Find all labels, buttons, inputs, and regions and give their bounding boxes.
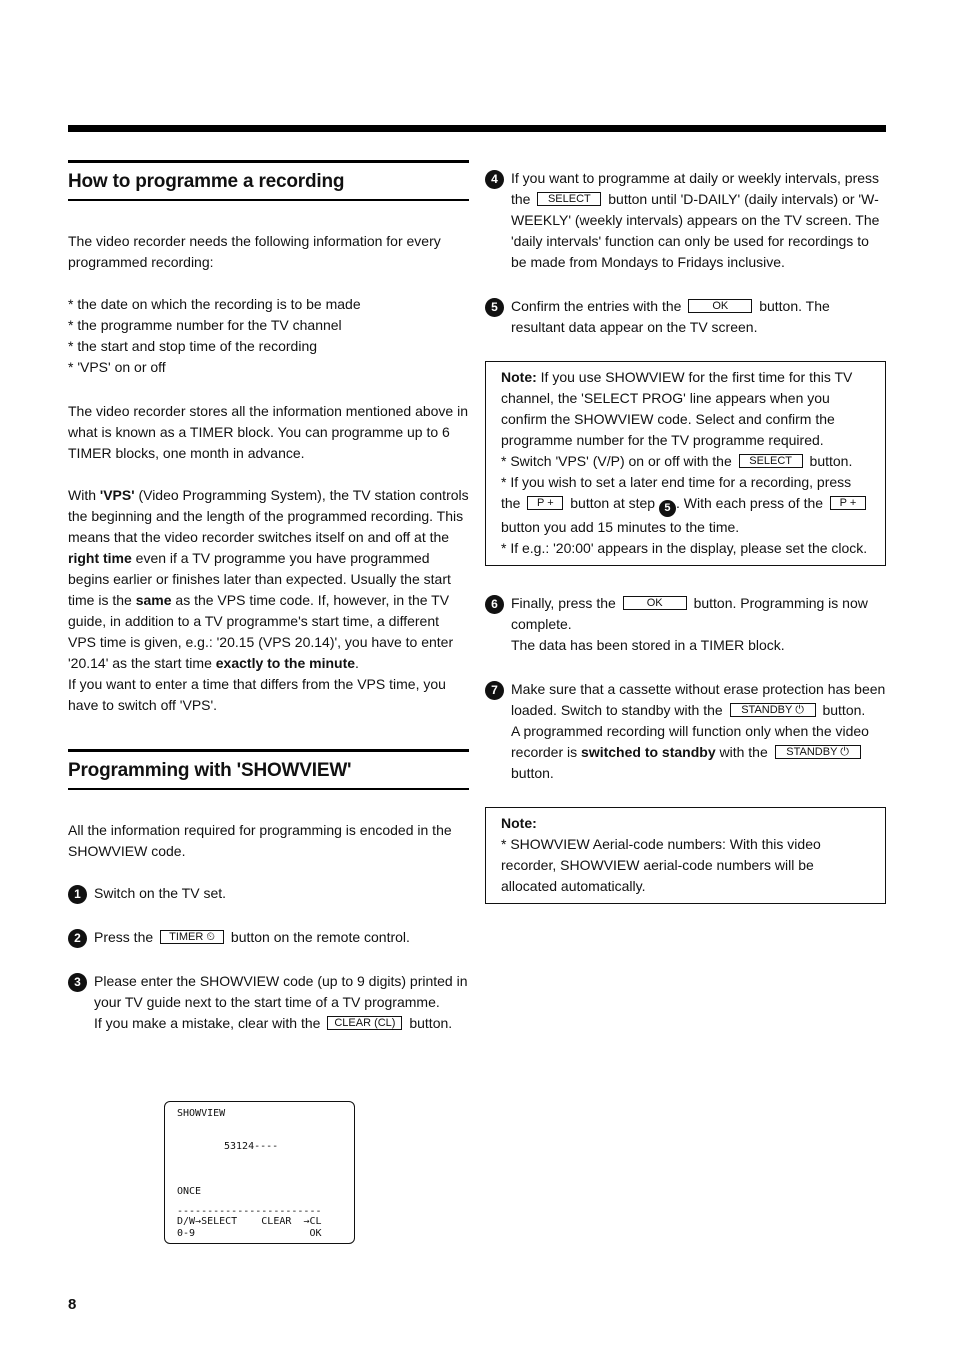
step-4: 4 If you want to programme at daily or weekly intervals, press the SELECT button until 'D-DAILY' (daily intervals) or 'W-WEEKLY' (weekly intervals) appears on the TV screen. The 'daily intervals' function can only be used for recordings to be made from Mondays to Fridays inclusive. <box>485 168 886 273</box>
osd-divider: ------------------------ <box>177 1206 322 1217</box>
top-rule <box>68 125 886 132</box>
step-number: 2 <box>68 929 87 948</box>
p-plus-key-icon: P + <box>830 496 866 510</box>
heading-showview: Programming with 'SHOWVIEW' <box>68 749 469 790</box>
p-plus-key-icon: P + <box>527 496 563 510</box>
list-item: * the start and stop time of the recording <box>68 338 318 354</box>
step-number: 5 <box>659 500 676 517</box>
step-number: 3 <box>68 973 87 992</box>
showview-screen-display <box>164 1101 355 1244</box>
step-number: 1 <box>68 885 87 904</box>
osd-row: D/W→SELECT CLEAR →CL <box>177 1216 322 1227</box>
intro-paragraph: The video recorder needs the following information for every programmed recording: <box>68 233 441 270</box>
select-key-icon: SELECT <box>537 192 601 206</box>
clear-key-icon: CLEAR (CL) <box>327 1016 402 1030</box>
standby-key-icon: STANDBY ⏻ <box>730 703 816 717</box>
select-key-icon: SELECT <box>739 454 803 468</box>
step-number: 5 <box>485 298 504 317</box>
osd-title: SHOWVIEW <box>177 1108 226 1119</box>
left-column <box>68 160 469 1239</box>
note-box-showview: Note: If you use SHOWVIEW for the first time for this TV channel, the 'SELECT PROG' line appears when you confirm the SHOWVIEW code. Select and confirm the programme number for the TV programme required. * Switch 'VPS' (V/P) on or off with the SELECT button. * If you wish to set a later end time for a recording, press the P + button at step 5 . With each press of the P + button you add 15 minutes to the time. * If e.g.: '20:00' appears in the display, please set the clock. <box>485 361 886 566</box>
osd-mode: ONCE <box>177 1186 202 1197</box>
standby-key-icon: STANDBY ⏻ <box>775 745 861 759</box>
osd-code: 53124---- <box>224 1141 279 1152</box>
note-box-aerial-code: Note: * SHOWVIEW Aerial-code numbers: With this video recorder, SHOWVIEW aerial-code numbers will be allocated automatically. <box>485 807 886 904</box>
list-item: * the programme number for the TV channel <box>68 317 342 333</box>
step-number: 4 <box>485 170 504 189</box>
info-list <box>68 294 469 378</box>
step-7: 7 Make sure that a cassette without erase protection has been loaded. Switch to standby with the STANDBY ⏻ button. A programmed recording will function only when the video recorder is switched to standby with the STANDBY ⏻ button. <box>485 679 886 784</box>
list-item: * the date on which the recording is to be made <box>68 296 361 312</box>
timer-paragraph: The video recorder stores all the information mentioned above in what is known as a TIMER block. You can programme up to 6 TIMER blocks, one month in advance. <box>68 403 468 461</box>
list-item: * 'VPS' on or off <box>68 359 166 375</box>
step-number: 7 <box>485 681 504 700</box>
showview-intro: All the information required for programming is encoded in the SHOWVIEW code. <box>68 822 452 859</box>
vps-paragraph: With 'VPS' (Video Programming System), the TV station controls the beginning and the length of the programmed recording. This means that the video recorder switches itself on and off at the right time even if a TV programme you have programmed begins earlier or finishes later than expected. Usually the start time is the same as the VPS time code. If, however, in the TV guide, in addition to a TV programme's start time, a different VPS time is given, e.g.: '20.15 (VPS 20.14)', you have to enter '20.14' as the start time exactly to the minute. <box>68 487 469 671</box>
page-number: 8 <box>68 1296 77 1313</box>
step-6: 6 Finally, press the OK button. Programming is now complete. The data has been stored in a TIMER block. <box>485 593 886 656</box>
step-number: 6 <box>485 595 504 614</box>
right-column <box>485 168 886 931</box>
vps-off-paragraph: If you want to enter a time that differs from the VPS time, you have to switch off 'VPS'. <box>68 676 446 713</box>
heading-how-to-programme: How to programme a recording <box>68 160 469 201</box>
ok-key-icon: OK <box>688 299 752 313</box>
step-1: 1 Switch on the TV set. <box>68 883 469 904</box>
step-5: 5 Confirm the entries with the OK button. The resultant data appear on the TV screen. <box>485 296 886 338</box>
step-3: 3 Please enter the SHOWVIEW code (up to 9 digits) printed in your TV guide next to the start time of a TV programme. If you make a mistake, clear with the CLEAR (CL) button. <box>68 971 469 1034</box>
osd-row: 0-9 OK <box>177 1228 322 1239</box>
ok-key-icon: OK <box>623 596 687 610</box>
timer-key-icon: TIMER ⏲ <box>160 930 224 944</box>
step-2: 2 Press the TIMER ⏲ button on the remote control. <box>68 927 469 948</box>
